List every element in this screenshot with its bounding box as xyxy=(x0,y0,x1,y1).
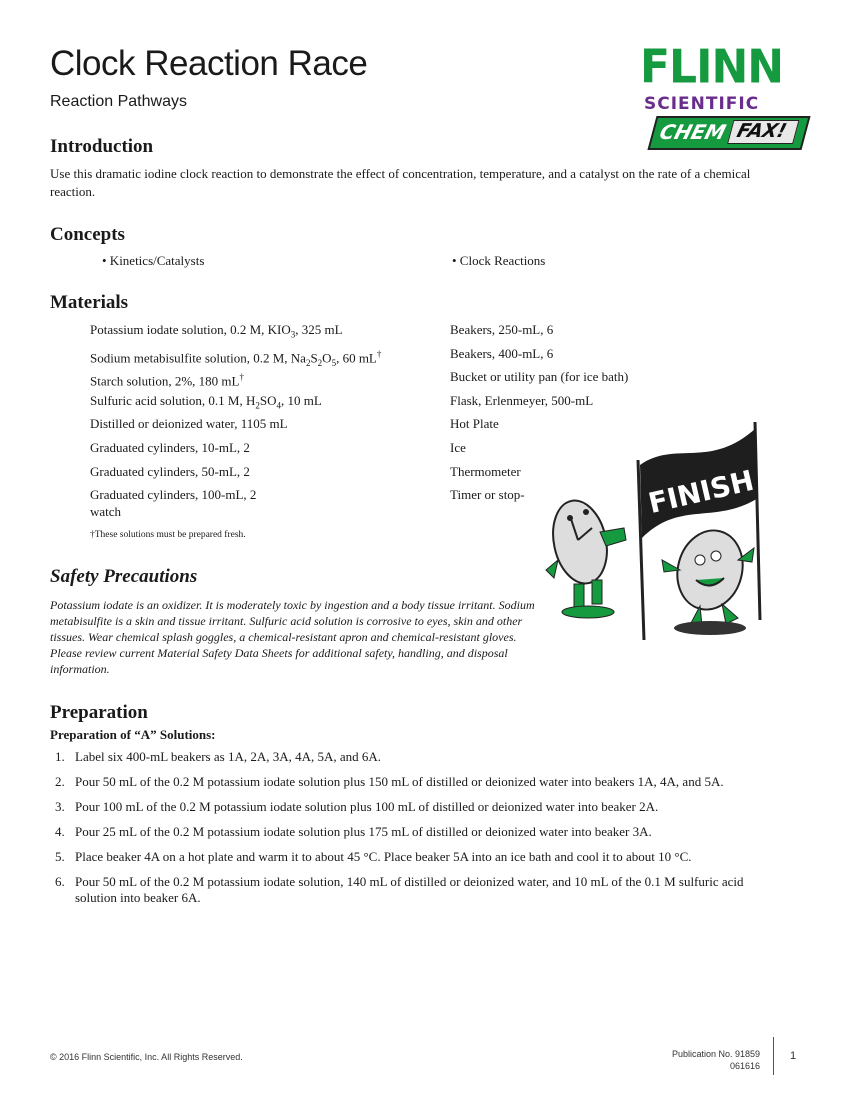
material-item: Sodium metabisulfite solution, 0.2 M, $Na_2S_2O_5$, 60 mL† xyxy=(90,349,382,368)
flag-text: FINISH xyxy=(645,463,757,521)
materials-footnote: †These solutions must be prepared fresh. xyxy=(90,530,246,540)
concept-item: • Kinetics/Catalysts xyxy=(102,253,205,268)
footer-copyright: © 2016 Flinn Scientific, Inc. All Rights Reserved. xyxy=(50,1052,243,1062)
footer-divider xyxy=(773,1037,774,1075)
introduction-text: Use this dramatic iodine clock reaction to demonstrate the effect of concentration, temperature, and a catalyst on the rate of a chemical reaction. xyxy=(50,166,751,199)
logo-chemfax-badge xyxy=(647,116,810,150)
material-item: Timer or stop- xyxy=(450,487,525,502)
material-item: Ice xyxy=(450,440,466,455)
logo-scientific-text: SCIENTIFIC xyxy=(644,94,760,114)
material-item: Potassium iodate solution, 0.2 M, $KIO_3$, 325 mL xyxy=(90,322,343,340)
material-item: Flask, Erlenmeyer, 500-mL xyxy=(450,393,594,408)
safety-text: Potassium iodate is an oxidizer. It is moderately toxic by ingestion and a body tissue irritant. Sodium metabisulfite is a skin and tissue irritant. Sulfuric acid solution is corrosive to eyes, skin and other tissues. Wear chemical splash goggles, a chemical-resistant apron and chemical-resistant gloves. Please review current Material Safety Data Sheets for additional safety, handling, and disposal information. xyxy=(50,598,535,676)
material-item: Beakers, 250-mL, 6 xyxy=(450,322,554,337)
material-item: Starch solution, 2%, 180 mL† xyxy=(90,372,244,389)
footer-publication: Publication No. 91859 xyxy=(671,1049,760,1059)
material-item: Thermometer xyxy=(450,464,521,479)
list-item: 4. Pour 25 mL of the 0.2 M potassium iodate solution plus 175 mL of distilled or deionized water into beaker 3A. xyxy=(55,824,652,839)
list-item: 6. Pour 50 mL of the 0.2 M potassium iodate solution, 140 mL of distilled or deionized water, and 10 mL of the 0.1 M sulfuric acid solution into beaker 6A. xyxy=(55,874,744,905)
footer-date: 061616 xyxy=(729,1061,760,1071)
material-item: Beakers, 400-mL, 6 xyxy=(450,346,554,361)
material-item: Distilled or deionized water, 1105 mL xyxy=(90,416,288,431)
logo-fax-text: FAX! xyxy=(734,120,790,142)
material-item: Graduated cylinders, 50-mL, 2 xyxy=(90,464,250,479)
preparation-subheading: Preparation of “A” Solutions: xyxy=(50,727,216,742)
material-item-wrap: watch xyxy=(90,504,122,519)
page-subtitle: Reaction Pathways xyxy=(50,93,187,110)
list-item: 2. Pour 50 mL of the 0.2 M potassium iodate solution plus 150 mL of distilled or deionized water into beakers 1A, 4A, and 5A. xyxy=(55,774,724,789)
logo-fax-box xyxy=(727,120,799,144)
materials-heading: Materials xyxy=(50,292,129,313)
material-item: Graduated cylinders, 10-mL, 2 xyxy=(90,440,250,455)
material-item: Hot Plate xyxy=(450,416,499,431)
page-title: Clock Reaction Race xyxy=(50,44,368,83)
logo-chem-text: CHEM xyxy=(657,120,729,144)
preparation-heading: Preparation xyxy=(50,702,148,723)
flinn-logo xyxy=(640,40,805,154)
list-item: 5. Place beaker 4A on a hot plate and warm it to about 45 °C. Place beaker 5A into an ice bath and cool it to about 10 °C. xyxy=(55,849,692,864)
preparation-steps xyxy=(50,749,770,915)
material-item: Graduated cylinders, 100-mL, 2 xyxy=(90,487,257,502)
left-clock-character xyxy=(546,496,626,618)
material-item: Sulfuric acid solution, 0.1 M, $H_2SO_4$, 10 mL xyxy=(90,393,322,411)
concepts-heading: Concepts xyxy=(50,224,125,245)
safety-heading: Safety Precautions xyxy=(50,566,198,587)
material-item: Bucket or utility pan (for ice bath) xyxy=(450,369,629,384)
logo-flinn-text: FLINN xyxy=(640,40,784,95)
introduction-heading: Introduction xyxy=(50,136,154,157)
clock-race-illustration xyxy=(540,420,780,645)
list-item: 3. Pour 100 mL of the 0.2 M potassium iodate solution plus 100 mL of distilled or deionized water into beaker 2A. xyxy=(55,799,659,814)
concept-item: • Clock Reactions xyxy=(452,253,546,268)
page-number: 1 xyxy=(790,1050,797,1062)
right-clock-character xyxy=(662,523,754,635)
list-item: 1. Label six 400-mL beakers as 1A, 2A, 3A, 4A, 5A, and 6A. xyxy=(55,749,382,764)
